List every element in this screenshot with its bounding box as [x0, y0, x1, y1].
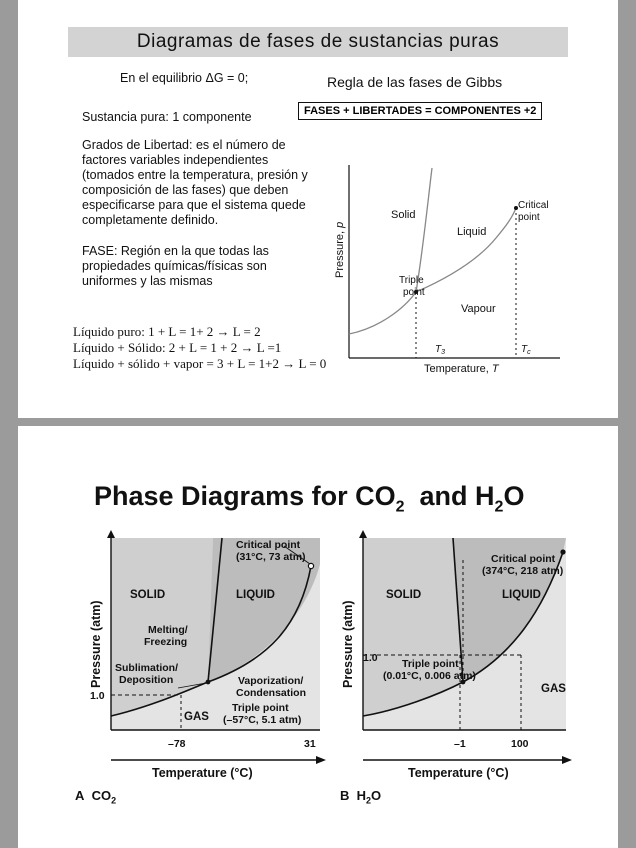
- co2-vapor-label-1: Vaporization/: [238, 675, 304, 687]
- y-axis-label: Pressure, p: [334, 221, 346, 278]
- triple-label-2: point: [403, 287, 425, 298]
- melting-curve: [416, 168, 432, 292]
- co2-triple-label-2: (–57°C, 5.1 atm): [223, 714, 302, 726]
- h2o-gas-label: GAS: [541, 683, 566, 695]
- vaporization-curve: [416, 208, 516, 292]
- co2-sublim-label-1: Sublimation/: [115, 662, 178, 674]
- co2-x-axis-label: Temperature (°C): [152, 766, 253, 780]
- h2o-triple-label-2: (0.01°C, 0.006 atm): [383, 670, 476, 682]
- critical-label-2: point: [518, 212, 540, 223]
- h2o-solid-label: SOLID: [386, 589, 422, 601]
- solid-label: Solid: [391, 209, 416, 221]
- critical-label-1: Critical: [518, 200, 549, 211]
- h2o-p-tick: 1.0: [363, 652, 378, 664]
- co2-melting-label-2: Freezing: [144, 636, 188, 648]
- equilibrium-text: En el equilibrio ΔG = 0;: [120, 71, 249, 85]
- example-liquid-solid-vapour: Líquido + sólido + vapor = 3 + L = 1+2 → L = 0: [73, 356, 327, 371]
- vapour-label: Vapour: [461, 303, 496, 315]
- degrees-of-freedom-text: Grados de Libertad: es el número de factores variables independientes (tomados entre la temperatura, presión y composición de las fases) que deben especificarse para que el sistema quede completamente definido.: [82, 138, 308, 227]
- example-liquid: Líquido puro: 1 + L = 1+ 2 → L = 2: [73, 324, 261, 339]
- slide-1-title: Diagramas de fases de sustancias puras: [68, 27, 568, 57]
- slide-2: [18, 426, 618, 848]
- sublimation-curve: [349, 292, 416, 334]
- slide-1: [18, 0, 618, 418]
- h2o-critical-label-2: (374°C, 218 atm): [482, 565, 564, 577]
- pure-substance-text: Sustancia pura: 1 componente: [82, 110, 252, 124]
- h2o-t-tick-2: 100: [511, 738, 529, 750]
- h2o-t-tick-1: –1: [454, 738, 466, 750]
- co2-triple-label-1: Triple point: [232, 702, 289, 714]
- h2o-y-axis-label: Pressure (atm): [341, 600, 355, 688]
- co2-gas-label: GAS: [184, 711, 209, 723]
- h2o-y-arrow-icon: [359, 530, 367, 538]
- liquid-label: Liquid: [457, 226, 487, 238]
- co2-liquid-label: LIQUID: [236, 589, 275, 601]
- co2-p-tick: 1.0: [90, 690, 105, 702]
- slide-2-title: Phase Diagrams for $CO_2$ and $H_2O$: [94, 481, 525, 516]
- h2o-x-arrow-icon: [562, 756, 572, 764]
- co2-x-arrow-icon: [316, 756, 326, 764]
- h2o-phase-diagram: [328, 530, 588, 800]
- phase-definition-text: FASE: Región en la que todas las propiedades químicas/físicas son uniformes y las mismas: [82, 244, 269, 288]
- co2-vapor-label-2: Condensation: [236, 687, 306, 699]
- co2-triple-point: [206, 680, 211, 685]
- gibbs-rule-text: Regla de las fases de Gibbs: [327, 74, 503, 90]
- gibbs-formula-box: FASES + LIBERTADES = COMPONENTES +2: [298, 102, 542, 120]
- h2o-caption: B $H_2O$: [340, 788, 382, 806]
- generic-phase-diagram: [328, 160, 568, 380]
- co2-phase-diagram: [68, 530, 328, 800]
- co2-t-tick-1: –78: [168, 738, 186, 750]
- t3-label: $T_3$: [435, 344, 446, 356]
- h2o-x-axis-label: Temperature (°C): [408, 766, 509, 780]
- x-axis-label: Temperature, T: [424, 363, 499, 375]
- example-liquid-solid: Líquido + Sólido: 2 + L = 1 + 2 → L =1: [73, 340, 282, 355]
- co2-solid-label: SOLID: [130, 589, 166, 601]
- co2-caption: A $CO_2$: [75, 788, 117, 806]
- co2-y-arrow-icon: [107, 530, 115, 538]
- h2o-triple-label-1: Triple point: [402, 658, 459, 670]
- tc-label: $T_c$: [521, 344, 531, 356]
- co2-y-axis-label: Pressure (atm): [89, 600, 103, 688]
- co2-melting-label-1: Melting/: [148, 624, 188, 636]
- co2-t-tick-2: 31: [304, 738, 316, 750]
- h2o-critical-label-1: Critical point: [491, 553, 556, 565]
- h2o-liquid-label: LIQUID: [502, 589, 541, 601]
- triple-label-1: Triple: [399, 275, 424, 286]
- co2-critical-label-1: Critical point: [236, 539, 301, 551]
- co2-critical-label-2: (31°C, 73 atm): [236, 551, 306, 563]
- co2-critical-point: [308, 563, 313, 568]
- h2o-critical-point: [560, 549, 565, 554]
- co2-sublim-label-2: Deposition: [119, 674, 174, 686]
